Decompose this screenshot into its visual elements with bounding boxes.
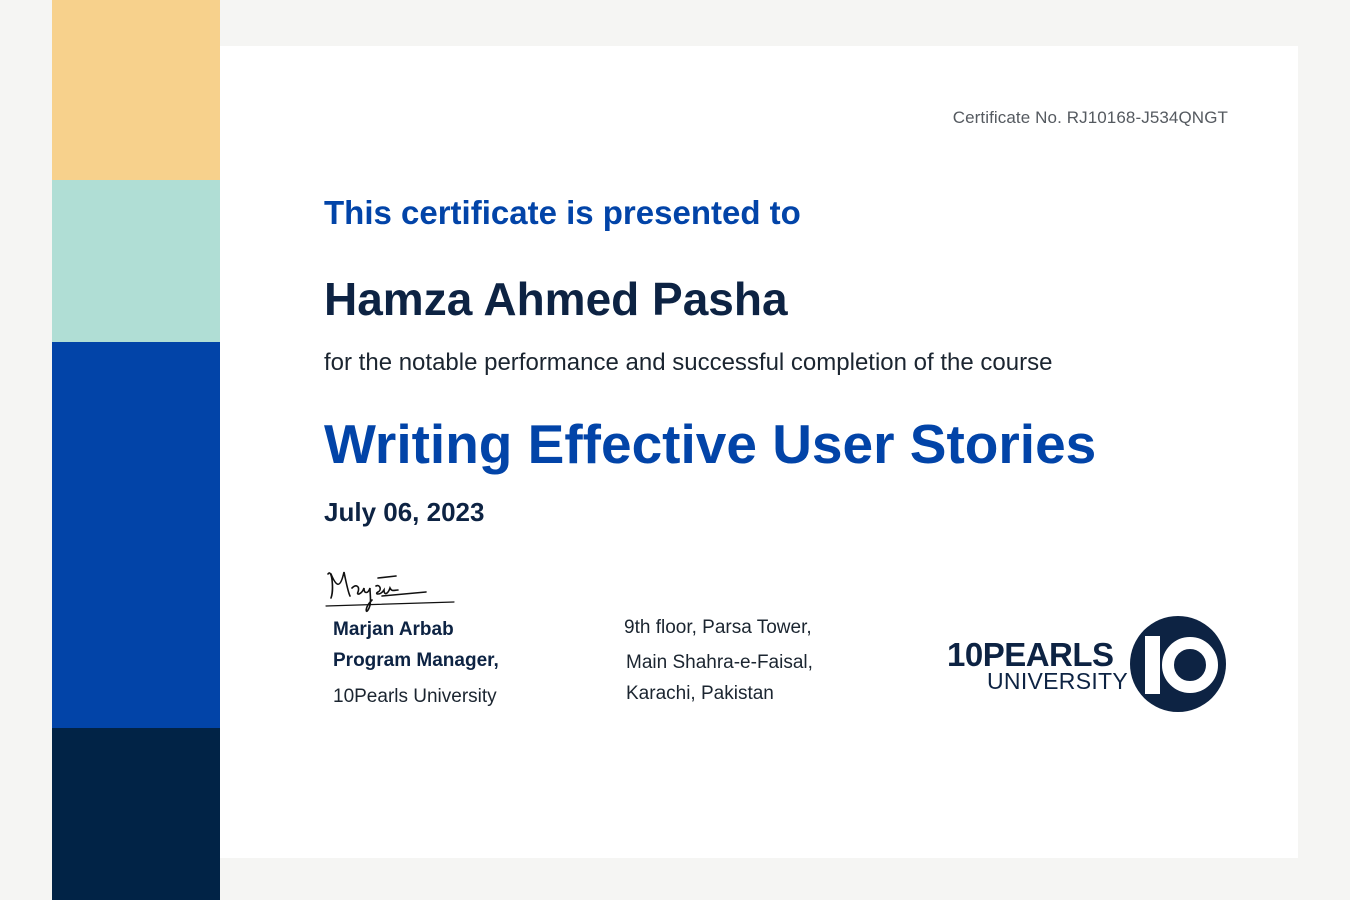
- address-line-2: Main Shahra-e-Faisal,: [626, 652, 813, 673]
- signature-image: [322, 560, 462, 616]
- recipient-name: Hamza Ahmed Pasha: [324, 273, 788, 325]
- address-line-3: Karachi, Pakistan: [626, 683, 774, 704]
- 10pearls-university-logo: [942, 612, 1230, 716]
- presented-heading: This certificate is presented to: [324, 194, 801, 231]
- certificate-number: Certificate No. RJ10168-J534QNGT: [952, 108, 1228, 127]
- decor-stripe-mint: [52, 180, 220, 342]
- signatory-title: Program Manager,: [333, 650, 499, 671]
- logo-wordmark: 10PEARLS: [947, 636, 1114, 673]
- course-title: Writing Effective User Stories: [324, 413, 1097, 475]
- logo-emblem-icon: [1128, 614, 1228, 714]
- decor-stripe-yellow: [52, 0, 220, 180]
- address-line-1: 9th floor, Parsa Tower,: [624, 617, 812, 638]
- signatory-name: Marjan Arbab: [333, 619, 454, 640]
- logo-subtitle: UNIVERSITY: [987, 668, 1129, 694]
- signatory-organization: 10Pearls University: [333, 686, 497, 707]
- certificate-card: [220, 46, 1298, 858]
- completion-text: for the notable performance and successful completion of the course: [324, 349, 1053, 376]
- completion-date: July 06, 2023: [324, 497, 485, 527]
- decor-stripe-navy: [52, 728, 220, 900]
- decor-stripe-blue: [52, 342, 220, 728]
